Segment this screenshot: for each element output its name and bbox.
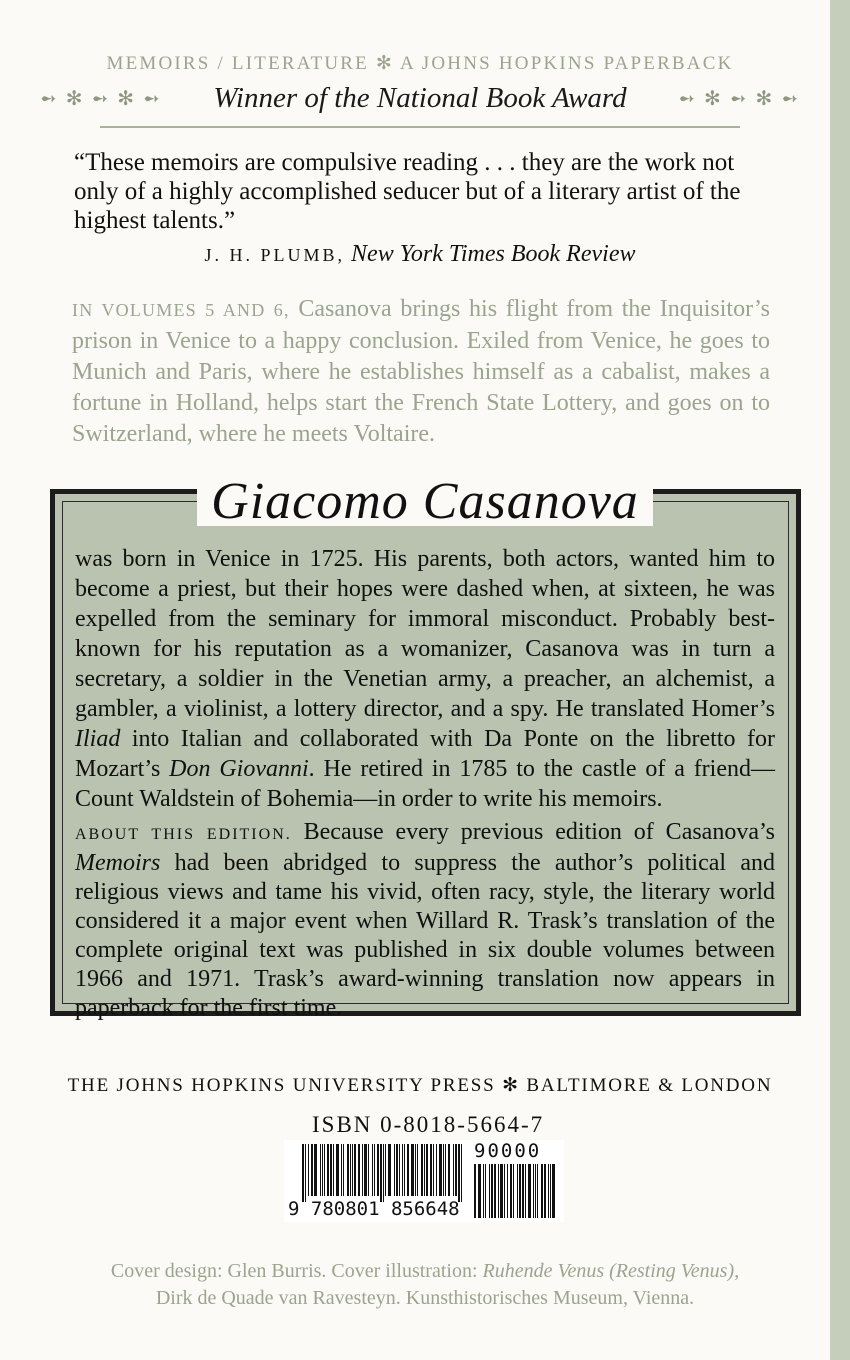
don-giovanni-title: Don Giovanni <box>169 756 309 782</box>
author-name: Giacomo Casanova <box>197 478 653 526</box>
credits-line-1 <box>0 1258 850 1285</box>
award-title: Winner of the National Book Award <box>213 82 627 114</box>
separator-asterisk-icon: ✻ <box>375 53 395 74</box>
book-description <box>72 294 770 450</box>
isbn-number: ISBN 0-8018-5664-7 <box>312 1112 545 1137</box>
publisher-line <box>0 1074 840 1097</box>
about-edition-text <box>75 818 775 1023</box>
category-line <box>0 52 840 75</box>
award-row <box>40 82 800 115</box>
review-quote: “These memoirs are compulsive reading . . . they are the work not only of a highly accomplished seducer but of a literary artist of the highest talents.” <box>74 149 741 234</box>
spine-edge <box>830 0 850 1360</box>
barcode-main-digits: 9 780801 856648 <box>288 1198 460 1220</box>
series-label: A JOHNS HOPKINS PAPERBACK <box>399 53 734 74</box>
credits-design: Cover design: Glen Burris. Cover illustration: <box>110 1260 483 1282</box>
header-divider <box>100 126 740 128</box>
memoirs-title: Memoirs <box>75 850 161 876</box>
publisher-separator-asterisk-icon: ✻ <box>502 1075 520 1096</box>
bio-text-part-1: was born in Venice in 1725. His parents, both actors, wanted him to become a priest, but their hopes were dashed when, at sixteen, he was expelled from the seminary for immoral misconduct. Probably best-known for his reputation as a womanizer, Casanova was in turn a secretary, a soldier in the Venetian army, a preacher, an alchemist, a gambler, a violinist, a lottery director, and a spy. He translated Homer’s <box>75 546 775 722</box>
about-text-part-1: Because every previous edition of Casanova’s <box>291 819 775 845</box>
reviewer-name: J. H. PLUMB, <box>204 245 346 265</box>
publisher-name: THE JOHNS HOPKINS UNIVERSITY PRESS <box>67 1075 496 1096</box>
bio-text-part-2: into Italian and collaborated with Da Ponte on the libretto for Mozart’s <box>75 726 775 782</box>
cover-credits <box>0 1258 850 1312</box>
publisher-location: BALTIMORE & LONDON <box>526 1075 773 1096</box>
barcode <box>284 1140 564 1222</box>
about-edition-lead: ABOUT THIS EDITION. <box>75 826 292 843</box>
author-name-heading <box>0 472 850 531</box>
credits-line-2: Dirk de Quade van Ravesteyn. Kunsthistorisches Museum, Vienna. <box>155 1287 695 1309</box>
description-body: Casanova brings his flight from the Inquisitor’s prison in Venice to a happy conclusion. Exiled from Venice, he goes to Munich and Paris, where he establishes himself as a cabalist, makes a fortune in Holland, helps start the French State Lottery, and goes on to Switzerland, where he meets Voltaire. <box>72 296 770 447</box>
biography-text <box>75 544 775 814</box>
credits-illustration-title: Ruhende Venus (Resting Venus), <box>482 1260 740 1282</box>
iliad-title: Iliad <box>75 726 121 752</box>
review-attribution <box>0 241 840 268</box>
about-text-part-2: had been abridged to suppress the author’s political and religious views and tame his vivid, often racy, style, the literary world considered it a major event when Willard R. Trask’s translation of the complete original text was published in six double volumes between 1966 and 1971. Trask’s award-winning translation now appears in paperback for the first time. <box>75 850 775 1021</box>
ornament-left-icon: ➻ ✻ ➻ ✻ ➻ <box>40 88 162 110</box>
bio-text-part-3: . He retired in 1785 to the castle of a friend—Count Waldstein of Bohemia—in order to write his memoirs. <box>75 756 775 812</box>
ornament-right-icon: ➻ ✻ ➻ ✻ ➻ <box>678 88 800 110</box>
category-label: MEMOIRS / LITERATURE <box>106 53 369 74</box>
description-lead: IN VOLUMES 5 AND 6, <box>72 300 290 320</box>
barcode-addon-digits: 90000 <box>474 1140 542 1162</box>
review-publication: New York Times Book Review <box>351 241 636 267</box>
